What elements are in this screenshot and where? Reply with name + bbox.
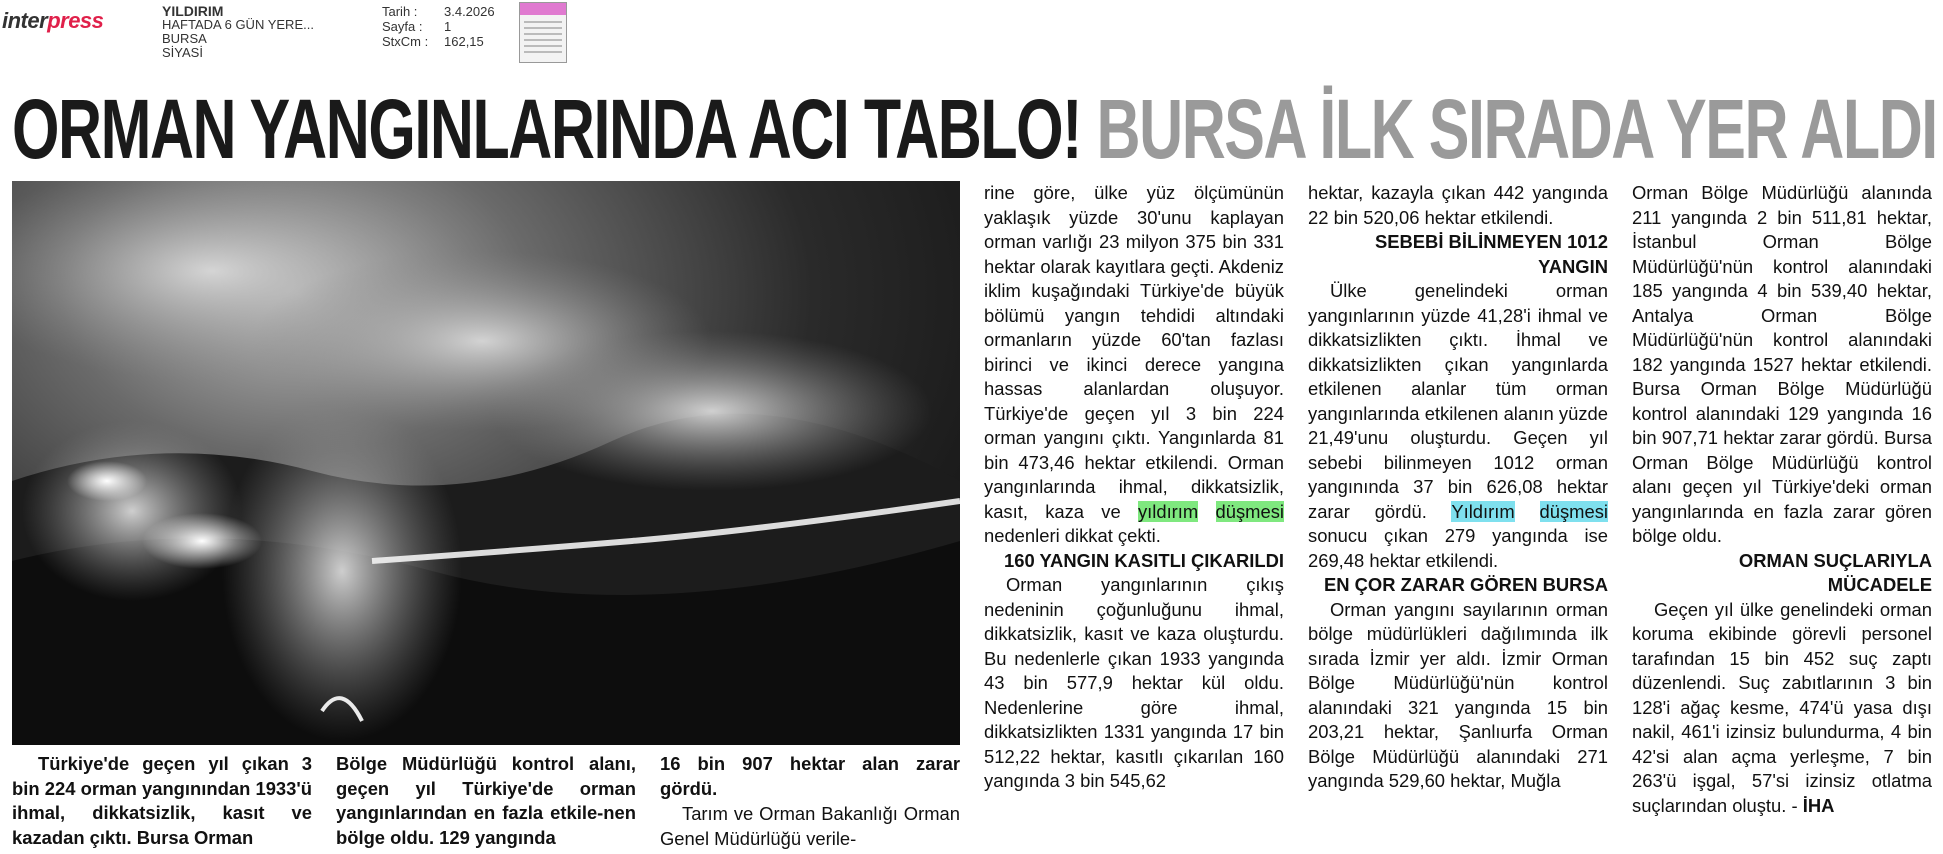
- highlight-keyword: yıldırım: [1137, 500, 1199, 522]
- subheading: ORMAN SUÇLARIYLA MÜCADELE: [1738, 549, 1932, 595]
- stxcm-value: 162,15: [444, 34, 484, 49]
- paragraph: Geçen yıl ülke genelindeki orman koruma ekibinde görevli personel tarafından 15 bin 452 suç zaptı düzenlendi. Suç zabıtlarının 3 bin 128'i ağaç kesme, 474'ü yasa dışı nakil, 461'i izinsiz bulundurma, 4 bin 42'si alan açma yerleşme, 7 bin 263'ü işgal, 57'si izinsiz otlatma suçlarından oluştu. - İHA: [1632, 598, 1932, 816]
- paragraph: hektar, kazayla çıkan 442 yangında 22 bin 520,06 hektar etkilendi.: [1308, 182, 1608, 228]
- article-column-6: [1632, 181, 1932, 818]
- photo-caption-col3: 16 bin 907 hektar alan zarar gördü.: [660, 753, 960, 799]
- highlight-keyword: Yıldırım: [1451, 500, 1515, 522]
- paragraph: rine göre, ülke yüz ölçümünün yaklaşık yüzde 30'unu kaplayan orman varlığı 23 milyon 375 bin 331 hektar olarak kayıtlara geçti. Akdeniz iklim kuşağındaki Türkiye'de büyük bölümü yangın tehdidi altındaki ormanların yüzde 60'tan fazlası birinci ve ikinci derece yangına hassas alanlardan oluşuyor. Türkiye'de geçen yıl 3 bin 224 orman yangını çıktı. Yangınlarda 81 bin 473,46 hektar etkilendi. Orman yangınlarında ihmal, dikkatsizlik, kasıt, kaza ve yıldırım düşmesi nedenleri dikkat çekti.: [984, 182, 1284, 546]
- publication-section: SİYASİ: [162, 45, 203, 60]
- photo-caption-col2: Bölge Müdürlüğü kontrol alanı, geçen yıl Türkiye'de orman yangınlarından en fazla etkile-nen bölge oldu. 129 yangında: [336, 753, 636, 848]
- headline-part2: BURSA İLK SIRADA YER ALDI: [1096, 82, 1937, 176]
- paragraph: Orman yangını sayılarının orman bölge müdürlükleri dağılımında ilk sırada İzmir yer aldı. İzmir Orman Bölge Müdürlüğü'nün kontrol alanındaki 321 yangında 15 bin 203,21 hektar, Şanlıurfa Orman Bölge Müdürlüğü alanındaki 271 yangında 529,60 hektar, Muğla: [1308, 598, 1608, 791]
- publication-name: YILDIRIM: [162, 3, 224, 19]
- headline-part1: ORMAN YANGINLARINDA ACI TABLO!: [12, 82, 1082, 176]
- subheading: 160 YANGIN KASITLI ÇIKARILDI: [1004, 549, 1284, 571]
- stxcm-label: StxCm :: [382, 34, 429, 49]
- photo-caption-col1: Türkiye'de geçen yıl çıkan 3 bin 224 orman yangınından 1933'ü ihmal, dikkatsizlik, kasıt ve kazadan çıktı. Bursa Orman: [12, 753, 312, 848]
- highlight-keyword: düşmesi: [1539, 500, 1608, 522]
- publication-info: [162, 4, 314, 60]
- forest-fire-photo: [12, 181, 960, 745]
- article-column-5: [1308, 181, 1608, 794]
- highlight-keyword: düşmesi: [1215, 500, 1284, 522]
- page-label: Sayfa :: [382, 19, 423, 34]
- paragraph: Ülke genelindeki orman yangınlarının yüzde 41,28'i ihmal ve dikkatsizlikten çıktı. İhmal ve dikkatsizlikten çıkan yangınlarda etkilenen alanlar tüm orman yangınlarında etkilenen alanın yüzde 21,49'unu oluşturdu. Geçen yıl sebebi bilinmeyen 1012 orman yangınında 37 bin 626,08 hektar zarar gördü. Yıldırım düşmesi sonucu çıkan 279 yangında ise 269,48 hektar etkilendi.: [1308, 280, 1608, 571]
- clipping-meta: [382, 4, 495, 49]
- paragraph: Orman Bölge Müdürlüğü alanında 211 yangında 2 bin 511,81 hektar, İstanbul Orman Bölge Müdürlüğü'nün kontrol alanındaki 185 yangında 4 bin 539,40 hektar, Antalya Orman Bölge Müdürlüğü'nün kontrol alanındaki 182 yangında 1527 hektar etkilendi. Bursa Orman Bölge Müdürlüğü kontrol alanındaki 129 yangında 16 bin 907,71 hektar zarar gördü. Bursa Orman Bölge Müdürlüğü kontrol alanı geçen yıl Türkiye'deki orman yangınlarında en fazla zarar gören bölge oldu.: [1632, 182, 1932, 546]
- interpress-logo: interpress: [2, 8, 104, 33]
- subheading: EN ÇOR ZARAR GÖREN BURSA: [1323, 574, 1608, 595]
- news-agency: İHA: [1802, 794, 1835, 816]
- page-value: 1: [444, 19, 452, 34]
- clipping-header: [0, 0, 1943, 70]
- headline: [12, 82, 1937, 176]
- article-column-4: [984, 181, 1284, 794]
- subheading: SEBEBİ BİLİNMEYEN 1012 YANGIN: [1374, 231, 1608, 277]
- date-label: Tarih :: [382, 4, 418, 19]
- paragraph: Orman yangınlarının çıkış nedeninin çoğunluğunu ihmal, dikkatsizlik, kasıt ve kaza oluşturdu. Bu nedenlerle çıkan 1933 yangında 43 bin 577,9 hektar kül oldu. Nedenlerine göre ihmal, dikkatsizlikten 1331 yangında 17 bin 512,22 hektar, kasıtlı çıkarılan 160 yangında 3 bin 545,62: [984, 574, 1284, 791]
- publication-frequency: HAFTADA 6 GÜN YERE...: [162, 17, 314, 32]
- publication-city: BURSA: [162, 31, 207, 46]
- date-value: 3.4.2026: [444, 4, 495, 19]
- paragraph: Tarım ve Orman Bakanlığı Orman Genel Müdürlüğü verile-: [660, 803, 960, 849]
- article-column-3: [660, 802, 960, 851]
- page-thumbnail[interactable]: [519, 2, 567, 63]
